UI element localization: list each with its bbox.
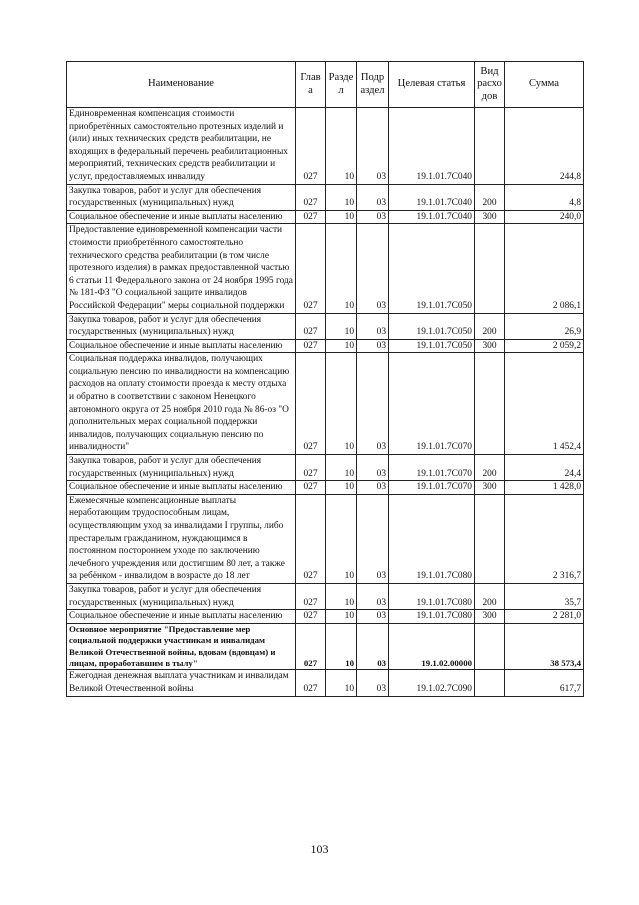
cell-expense-type [475, 353, 505, 455]
cell-expense-type: 200 [475, 313, 505, 339]
cell-name: Закупка товаров, работ и услуг для обеспечения государственных (муниципальных) нужд [67, 583, 296, 609]
cell-expense-type: 300 [475, 610, 505, 624]
cell-expense-type [475, 494, 505, 583]
table-row [67, 670, 584, 696]
cell-name: Социальное обеспечение и иные выплаты населению [67, 339, 296, 353]
cell-section: 10 [326, 339, 357, 353]
cell-chapter: 027 [296, 210, 326, 224]
table-row [67, 313, 584, 339]
cell-name: Предоставление единовременной компенсации части стоимости приобретённого самостоятельно технического средства реабилитации (в том числе протезного изделия) в рамках предоставленной частью 6 статьи 11 Федерального закона от 24 ноября 1995 года № 181-ФЗ "О социальной защите инвалидов Российской Федерации" меры социальной поддержки [67, 224, 296, 313]
cell-chapter: 027 [296, 623, 326, 670]
header-expense-type: Вид расхо дов [475, 62, 505, 108]
cell-chapter: 027 [296, 224, 326, 313]
table-row [67, 353, 584, 455]
cell-subsection: 03 [357, 184, 389, 210]
header-subsection: Подр аздел [357, 62, 389, 108]
cell-section: 10 [326, 224, 357, 313]
cell-name: Социальное обеспечение и иные выплаты населению [67, 610, 296, 624]
cell-subsection: 03 [357, 623, 389, 670]
cell-amount: 1 452,4 [505, 353, 584, 455]
cell-section: 10 [326, 313, 357, 339]
table-row [67, 108, 584, 185]
cell-name: Единовременная компенсация стоимости приобретённых самостоятельно протезных изделий и (или) иных технических средств реабилитации, не входящих в федеральный перечень реабилитационных мероприятий, технических средств реабилитации и услуг, предоставляемых инвалиду [67, 108, 296, 185]
table-row [67, 184, 584, 210]
cell-section: 10 [326, 481, 357, 495]
cell-chapter: 027 [296, 494, 326, 583]
cell-amount: 2 316,7 [505, 494, 584, 583]
cell-amount: 35,7 [505, 583, 584, 609]
cell-target: 19.1.01.7С050 [389, 224, 475, 313]
cell-section: 10 [326, 353, 357, 455]
cell-section: 10 [326, 670, 357, 696]
header-section: Разде л [326, 62, 357, 108]
cell-target: 19.1.01.7С080 [389, 583, 475, 609]
cell-amount: 38 573,4 [505, 623, 584, 670]
cell-target: 19.1.02.00000 [389, 623, 475, 670]
table-row [67, 224, 584, 313]
cell-section: 10 [326, 623, 357, 670]
cell-name: Ежемесячные компенсационные выплаты неработающим трудоспособным лицам, осуществляющим уход за инвалидами I группы, либо престарелым гражданином, нуждающимся в постоянном постороннем уходе по заключению лечебного учреждения или достигшим 80 лет, а также за ребёнком - инвалидом в возрасте до 18 лет [67, 494, 296, 583]
cell-subsection: 03 [357, 313, 389, 339]
cell-subsection: 03 [357, 339, 389, 353]
cell-section: 10 [326, 494, 357, 583]
cell-section: 10 [326, 184, 357, 210]
cell-target: 19.1.01.7С040 [389, 210, 475, 224]
cell-target: 19.1.01.7С050 [389, 339, 475, 353]
cell-expense-type: 300 [475, 481, 505, 495]
cell-name: Закупка товаров, работ и услуг для обеспечения государственных (муниципальных) нужд [67, 184, 296, 210]
cell-expense-type: 200 [475, 583, 505, 609]
cell-name: Социальная поддержка инвалидов, получающих социальную пенсию по инвалидности на компенсацию расходов на оплату стоимости проезда к месту отдыха и обратно в соответствии с законом Ненецкого автономного округа от 25 ноября 2010 года № 86-оз "О дополнительных мерах социальной поддержки инвалидов, получающих социальную пенсию по инвалидности" [67, 353, 296, 455]
header-name: Наименование [67, 62, 296, 108]
cell-chapter: 027 [296, 339, 326, 353]
cell-name: Основное мероприятие "Предоставление мер социальной поддержки участникам и инвалидам Великой Отечественной войны, вдовам (вдовцам) и лицам, проработавшим в тылу" [67, 623, 296, 670]
cell-section: 10 [326, 455, 357, 481]
cell-expense-type [475, 623, 505, 670]
table-row [67, 494, 584, 583]
cell-chapter: 027 [296, 108, 326, 185]
cell-section: 10 [326, 583, 357, 609]
cell-amount: 2 281,0 [505, 610, 584, 624]
cell-expense-type: 200 [475, 184, 505, 210]
cell-target: 19.1.01.7С080 [389, 494, 475, 583]
cell-expense-type [475, 108, 505, 185]
cell-subsection: 03 [357, 670, 389, 696]
cell-amount: 26,9 [505, 313, 584, 339]
header-chapter: Глав а [296, 62, 326, 108]
cell-subsection: 03 [357, 481, 389, 495]
cell-target: 19.1.01.7С050 [389, 313, 475, 339]
cell-name: Закупка товаров, работ и услуг для обеспечения государственных (муниципальных) нужд [67, 313, 296, 339]
table-row [67, 455, 584, 481]
cell-amount: 4,8 [505, 184, 584, 210]
budget-table [66, 61, 584, 697]
cell-expense-type: 300 [475, 339, 505, 353]
cell-target: 19.1.01.7С040 [389, 184, 475, 210]
cell-amount: 240,0 [505, 210, 584, 224]
table-row [67, 583, 584, 609]
cell-expense-type: 200 [475, 455, 505, 481]
cell-amount: 244,8 [505, 108, 584, 185]
cell-subsection: 03 [357, 108, 389, 185]
cell-chapter: 027 [296, 583, 326, 609]
cell-target: 19.1.01.7С040 [389, 108, 475, 185]
cell-subsection: 03 [357, 610, 389, 624]
cell-chapter: 027 [296, 353, 326, 455]
cell-target: 19.1.01.7С070 [389, 455, 475, 481]
cell-target: 19.1.01.7С080 [389, 610, 475, 624]
page-number: 103 [310, 842, 329, 856]
table-row [67, 623, 584, 670]
cell-chapter: 027 [296, 481, 326, 495]
cell-chapter: 027 [296, 184, 326, 210]
cell-subsection: 03 [357, 210, 389, 224]
cell-expense-type: 300 [475, 210, 505, 224]
cell-chapter: 027 [296, 610, 326, 624]
header-amount: Сумма [505, 62, 584, 108]
header-target: Целевая статья [389, 62, 475, 108]
cell-target: 19.1.02.7С090 [389, 670, 475, 696]
cell-amount: 617,7 [505, 670, 584, 696]
table-header-row [67, 62, 584, 108]
cell-name: Социальное обеспечение и иные выплаты населению [67, 481, 296, 495]
cell-subsection: 03 [357, 494, 389, 583]
cell-subsection: 03 [357, 455, 389, 481]
cell-name: Социальное обеспечение и иные выплаты населению [67, 210, 296, 224]
table-row [67, 210, 584, 224]
cell-section: 10 [326, 210, 357, 224]
cell-target: 19.1.01.7С070 [389, 353, 475, 455]
table-row [67, 339, 584, 353]
cell-expense-type [475, 670, 505, 696]
cell-subsection: 03 [357, 353, 389, 455]
table-row [67, 610, 584, 624]
cell-subsection: 03 [357, 224, 389, 313]
cell-chapter: 027 [296, 670, 326, 696]
cell-amount: 24,4 [505, 455, 584, 481]
cell-amount: 1 428,0 [505, 481, 584, 495]
cell-amount: 2 059,2 [505, 339, 584, 353]
cell-chapter: 027 [296, 455, 326, 481]
cell-name: Закупка товаров, работ и услуг для обеспечения государственных (муниципальных) нужд [67, 455, 296, 481]
cell-expense-type [475, 224, 505, 313]
cell-subsection: 03 [357, 583, 389, 609]
cell-amount: 2 086,1 [505, 224, 584, 313]
cell-name: Ежегодная денежная выплата участникам и инвалидам Великой Отечественной войны [67, 670, 296, 696]
cell-chapter: 027 [296, 313, 326, 339]
cell-target: 19.1.01.7С070 [389, 481, 475, 495]
table-row [67, 481, 584, 495]
cell-section: 10 [326, 108, 357, 185]
cell-section: 10 [326, 610, 357, 624]
